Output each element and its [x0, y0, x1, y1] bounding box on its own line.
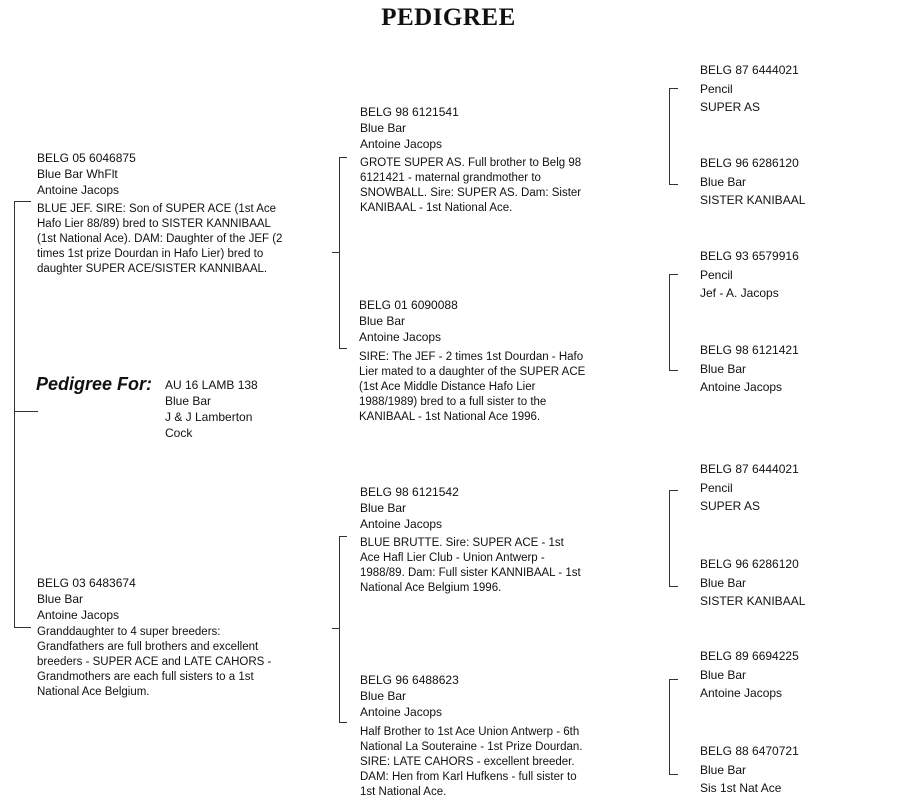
gen2-color: Blue Bar	[360, 121, 407, 135]
bracket-gen3-1	[669, 88, 678, 185]
gen3-name: SUPER AS	[700, 499, 761, 513]
bracket-sire-parents	[339, 157, 347, 349]
pedigree-for-label: Pedigree For:	[36, 374, 153, 394]
gen3-name: SISTER KANIBAAL	[700, 594, 806, 608]
gen3-entry-2	[700, 154, 805, 210]
page-title: PEDIGREE	[381, 4, 516, 31]
sire-note: BLUE JEF. SIRE: Son of SUPER ACE (1st Ace Hafo Lier 88/89) bred to SISTER KANNIBAAL (1st National Ace). DAM: Daughter of the JEF (2 times 1st prize Dourdan in Hafo Lier) bred to daughter SUPER ACE/SISTER KANNIBAAL.	[37, 203, 283, 275]
tick-subject	[14, 411, 38, 412]
gen3-band: BELG 93 6579916	[700, 249, 799, 263]
gen3-name: SISTER KANIBAAL	[700, 193, 806, 207]
gen3-name: Antoine Jacops	[700, 686, 783, 700]
gen3-entry-6	[700, 555, 805, 611]
subject-color: Blue Bar	[165, 394, 212, 408]
gen3-entry-1	[700, 61, 799, 117]
bracket-gen3-3	[669, 490, 678, 587]
gen2-band: BELG 98 6121542	[360, 485, 459, 499]
gen3-name: Jef - A. Jacops	[700, 286, 779, 300]
gen2-band: BELG 98 6121541	[360, 105, 459, 119]
gen2-note: SIRE: The JEF - 2 times 1st Dourdan - Hafo Lier mated to a daughter of the SUPER ACE (1st Ace Middle Distance Hafo Lier 1988/1989) bred to a full sister to the KANIBAAL - 1st National Ace 1996.	[359, 351, 586, 423]
gen2-color: Blue Bar	[360, 689, 407, 703]
gen2-breeder: Antoine Jacops	[360, 517, 443, 531]
tick-dam	[332, 628, 340, 629]
gen2-sire-dam	[359, 297, 659, 425]
gen3-band: BELG 88 6470721	[700, 744, 799, 758]
gen3-color: Blue Bar	[700, 174, 747, 189]
gen3-entry-3	[700, 247, 799, 303]
bracket-gen3-2	[669, 274, 678, 371]
gen2-note: Half Brother to 1st Ace Union Antwerp - 6th National La Souteraine - 1st Prize Dourdan. SIRE: LATE CAHORS - excellent breeder. DAM: Hen from Karl Hufkens - full sister to 1st National Ace.	[360, 726, 583, 798]
gen3-band: BELG 96 6286120	[700, 557, 799, 571]
gen2-note: GROTE SUPER AS. Full brother to Belg 98 6121421 - maternal grandmother to SNOWBALL. Sire: SUPER AS. Dam: Sister KANIBAAL - 1st National Ace.	[360, 157, 582, 214]
gen3-entry-7	[700, 647, 799, 703]
gen3-band: BELG 89 6694225	[700, 649, 799, 663]
sire-band: BELG 05 6046875	[37, 151, 136, 165]
gen3-band: BELG 87 6444021	[700, 63, 799, 77]
gen2-dam-dam	[360, 672, 660, 800]
gen2-dam-sire	[360, 484, 660, 596]
sire-color: Blue Bar WhFlt	[37, 167, 118, 181]
gen3-name: SUPER AS	[700, 100, 761, 114]
gen3-name: Sis 1st Nat Ace	[700, 781, 782, 795]
gen2-band: BELG 01 6090088	[359, 298, 458, 312]
bracket-dam-parents	[339, 536, 347, 723]
subject-block	[165, 377, 258, 441]
gen3-band: BELG 96 6286120	[700, 156, 799, 170]
gen2-breeder: Antoine Jacops	[360, 137, 443, 151]
dam-band: BELG 03 6483674	[37, 576, 136, 590]
gen3-entry-5	[700, 460, 799, 516]
gen3-band: BELG 98 6121421	[700, 343, 799, 357]
sire-block	[37, 150, 332, 277]
subject-sex: Cock	[165, 426, 193, 440]
gen3-color: Blue Bar	[700, 361, 747, 376]
gen2-color: Blue Bar	[360, 501, 407, 515]
gen3-name: Antoine Jacops	[700, 380, 783, 394]
dam-note: Granddaughter to 4 super breeders: Grandfathers are full brothers and excellent breeders - SUPER ACE and LATE CAHORS - Grandmothers are each full sisters to a 1st National Ace Belgium.	[37, 626, 272, 698]
gen3-color: Pencil	[700, 267, 733, 282]
gen3-color: Blue Bar	[700, 667, 747, 682]
sire-breeder: Antoine Jacops	[37, 183, 120, 197]
gen2-sire-sire	[360, 104, 660, 216]
gen3-color: Blue Bar	[700, 762, 747, 777]
gen3-color: Pencil	[700, 480, 733, 495]
gen3-color: Blue Bar	[700, 575, 747, 590]
dam-breeder: Antoine Jacops	[37, 608, 120, 622]
subject-owner: J & J Lamberton	[165, 410, 253, 424]
gen2-breeder: Antoine Jacops	[360, 705, 443, 719]
gen3-entry-8	[700, 742, 799, 798]
tick-sire	[332, 252, 340, 253]
gen2-band: BELG 96 6488623	[360, 673, 459, 687]
bracket-parents	[14, 201, 31, 628]
subject-band: AU 16 LAMB 138	[165, 378, 258, 392]
gen2-breeder: Antoine Jacops	[359, 330, 442, 344]
gen3-band: BELG 87 6444021	[700, 462, 799, 476]
gen3-entry-4	[700, 341, 799, 397]
dam-block	[37, 575, 332, 700]
bracket-gen3-4	[669, 679, 678, 775]
gen3-color: Pencil	[700, 81, 733, 96]
gen2-color: Blue Bar	[359, 314, 406, 328]
dam-color: Blue Bar	[37, 592, 84, 606]
gen2-note: BLUE BRUTTE. Sire: SUPER ACE - 1st Ace Hafl Lier Club - Union Antwerp - 1988/89. Dam: Full sister KANNIBAAL - 1st National Ace Belgium 1996.	[360, 537, 581, 594]
